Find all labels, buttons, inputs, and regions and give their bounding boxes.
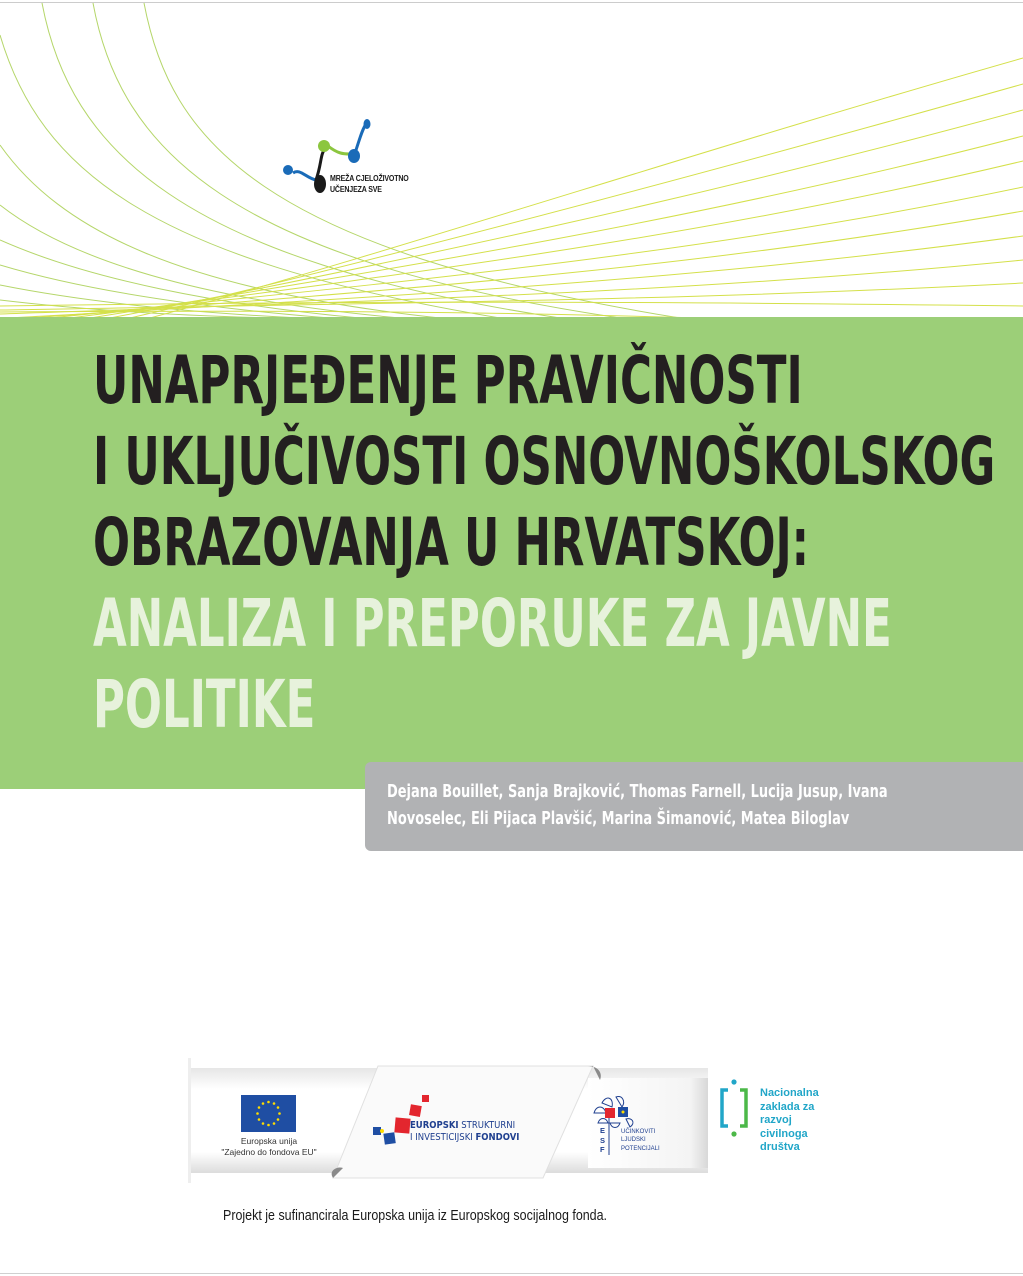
subtitle-line-2: POLITIKE	[93, 666, 316, 743]
authors-box	[365, 762, 1023, 851]
title-line-1: UNAPRJEĐENJE PRAVIČNOSTI	[93, 342, 803, 419]
esif-line1-bold: EUROPSKI	[410, 1120, 459, 1131]
esf-text	[621, 1128, 660, 1153]
nz-line-4: civilnoga	[760, 1127, 808, 1140]
esf-line-1: UČINKOVITI	[621, 1129, 656, 1135]
eu-flag-icon	[241, 1095, 296, 1132]
nz-line-1: Nacionalna	[760, 1087, 819, 1099]
esif-line2-bold: FONDOVI	[475, 1132, 520, 1143]
esf-line-2: LJUDSKI	[621, 1137, 646, 1144]
eu-caption	[214, 1136, 324, 1158]
esif-line1-rest: STRUKTURNI	[458, 1120, 516, 1131]
curved-lines-decoration	[0, 0, 1023, 318]
title-line-3: OBRAZOVANJA U HRVATSKOJ:	[93, 504, 810, 581]
nz-line-2: zaklada za	[760, 1100, 815, 1113]
authors-line-1: Dejana Bouillet, Sanja Brajković, Thomas Farnell, Lucija Jusup, Ivana	[387, 781, 888, 802]
esf-letter-e: E	[600, 1126, 606, 1135]
title-line-2: I UKLJUČIVOSTI OSNOVNOŠKOLSKOG	[93, 423, 996, 500]
eu-caption-line-1: Europska unija	[240, 1136, 298, 1146]
esf-letter-f: F	[600, 1145, 605, 1154]
esif-text	[410, 1120, 519, 1144]
esf-line-3: POTENCIJALI	[621, 1145, 660, 1152]
esf-letters	[600, 1126, 605, 1155]
funding-note: Projekt je sufinancirala Europska unija iz Europskog socijalnog fonda.	[223, 1208, 608, 1224]
authors-line-2: Novoselec, Eli Pijaca Plavšić, Marina Šimanović, Matea Biloglav	[387, 808, 850, 829]
authors-list	[387, 778, 888, 832]
bottom-border	[0, 1273, 1023, 1274]
nz-line-5: društva	[760, 1141, 800, 1153]
document-title	[93, 340, 995, 745]
nacionalna-zaklada-text	[760, 1087, 819, 1155]
subtitle-line-1: ANALIZA I PREPORUKE ZA JAVNE	[93, 585, 892, 662]
nz-line-3: razvoj	[760, 1114, 792, 1126]
logo-line-2: UČENJEZA SVE	[330, 184, 382, 194]
logo-line-1: MREŽA CJELOŽIVOTNO	[330, 173, 409, 183]
esif-line2-rest: I INVESTICIJSKI	[410, 1132, 476, 1143]
eu-caption-line-2: "Zajedno do fondova EU"	[221, 1147, 317, 1157]
nacionalna-zaklada-brackets-icon	[718, 1078, 758, 1138]
esf-letter-s: S	[600, 1135, 606, 1145]
network-logo-text	[330, 173, 409, 195]
